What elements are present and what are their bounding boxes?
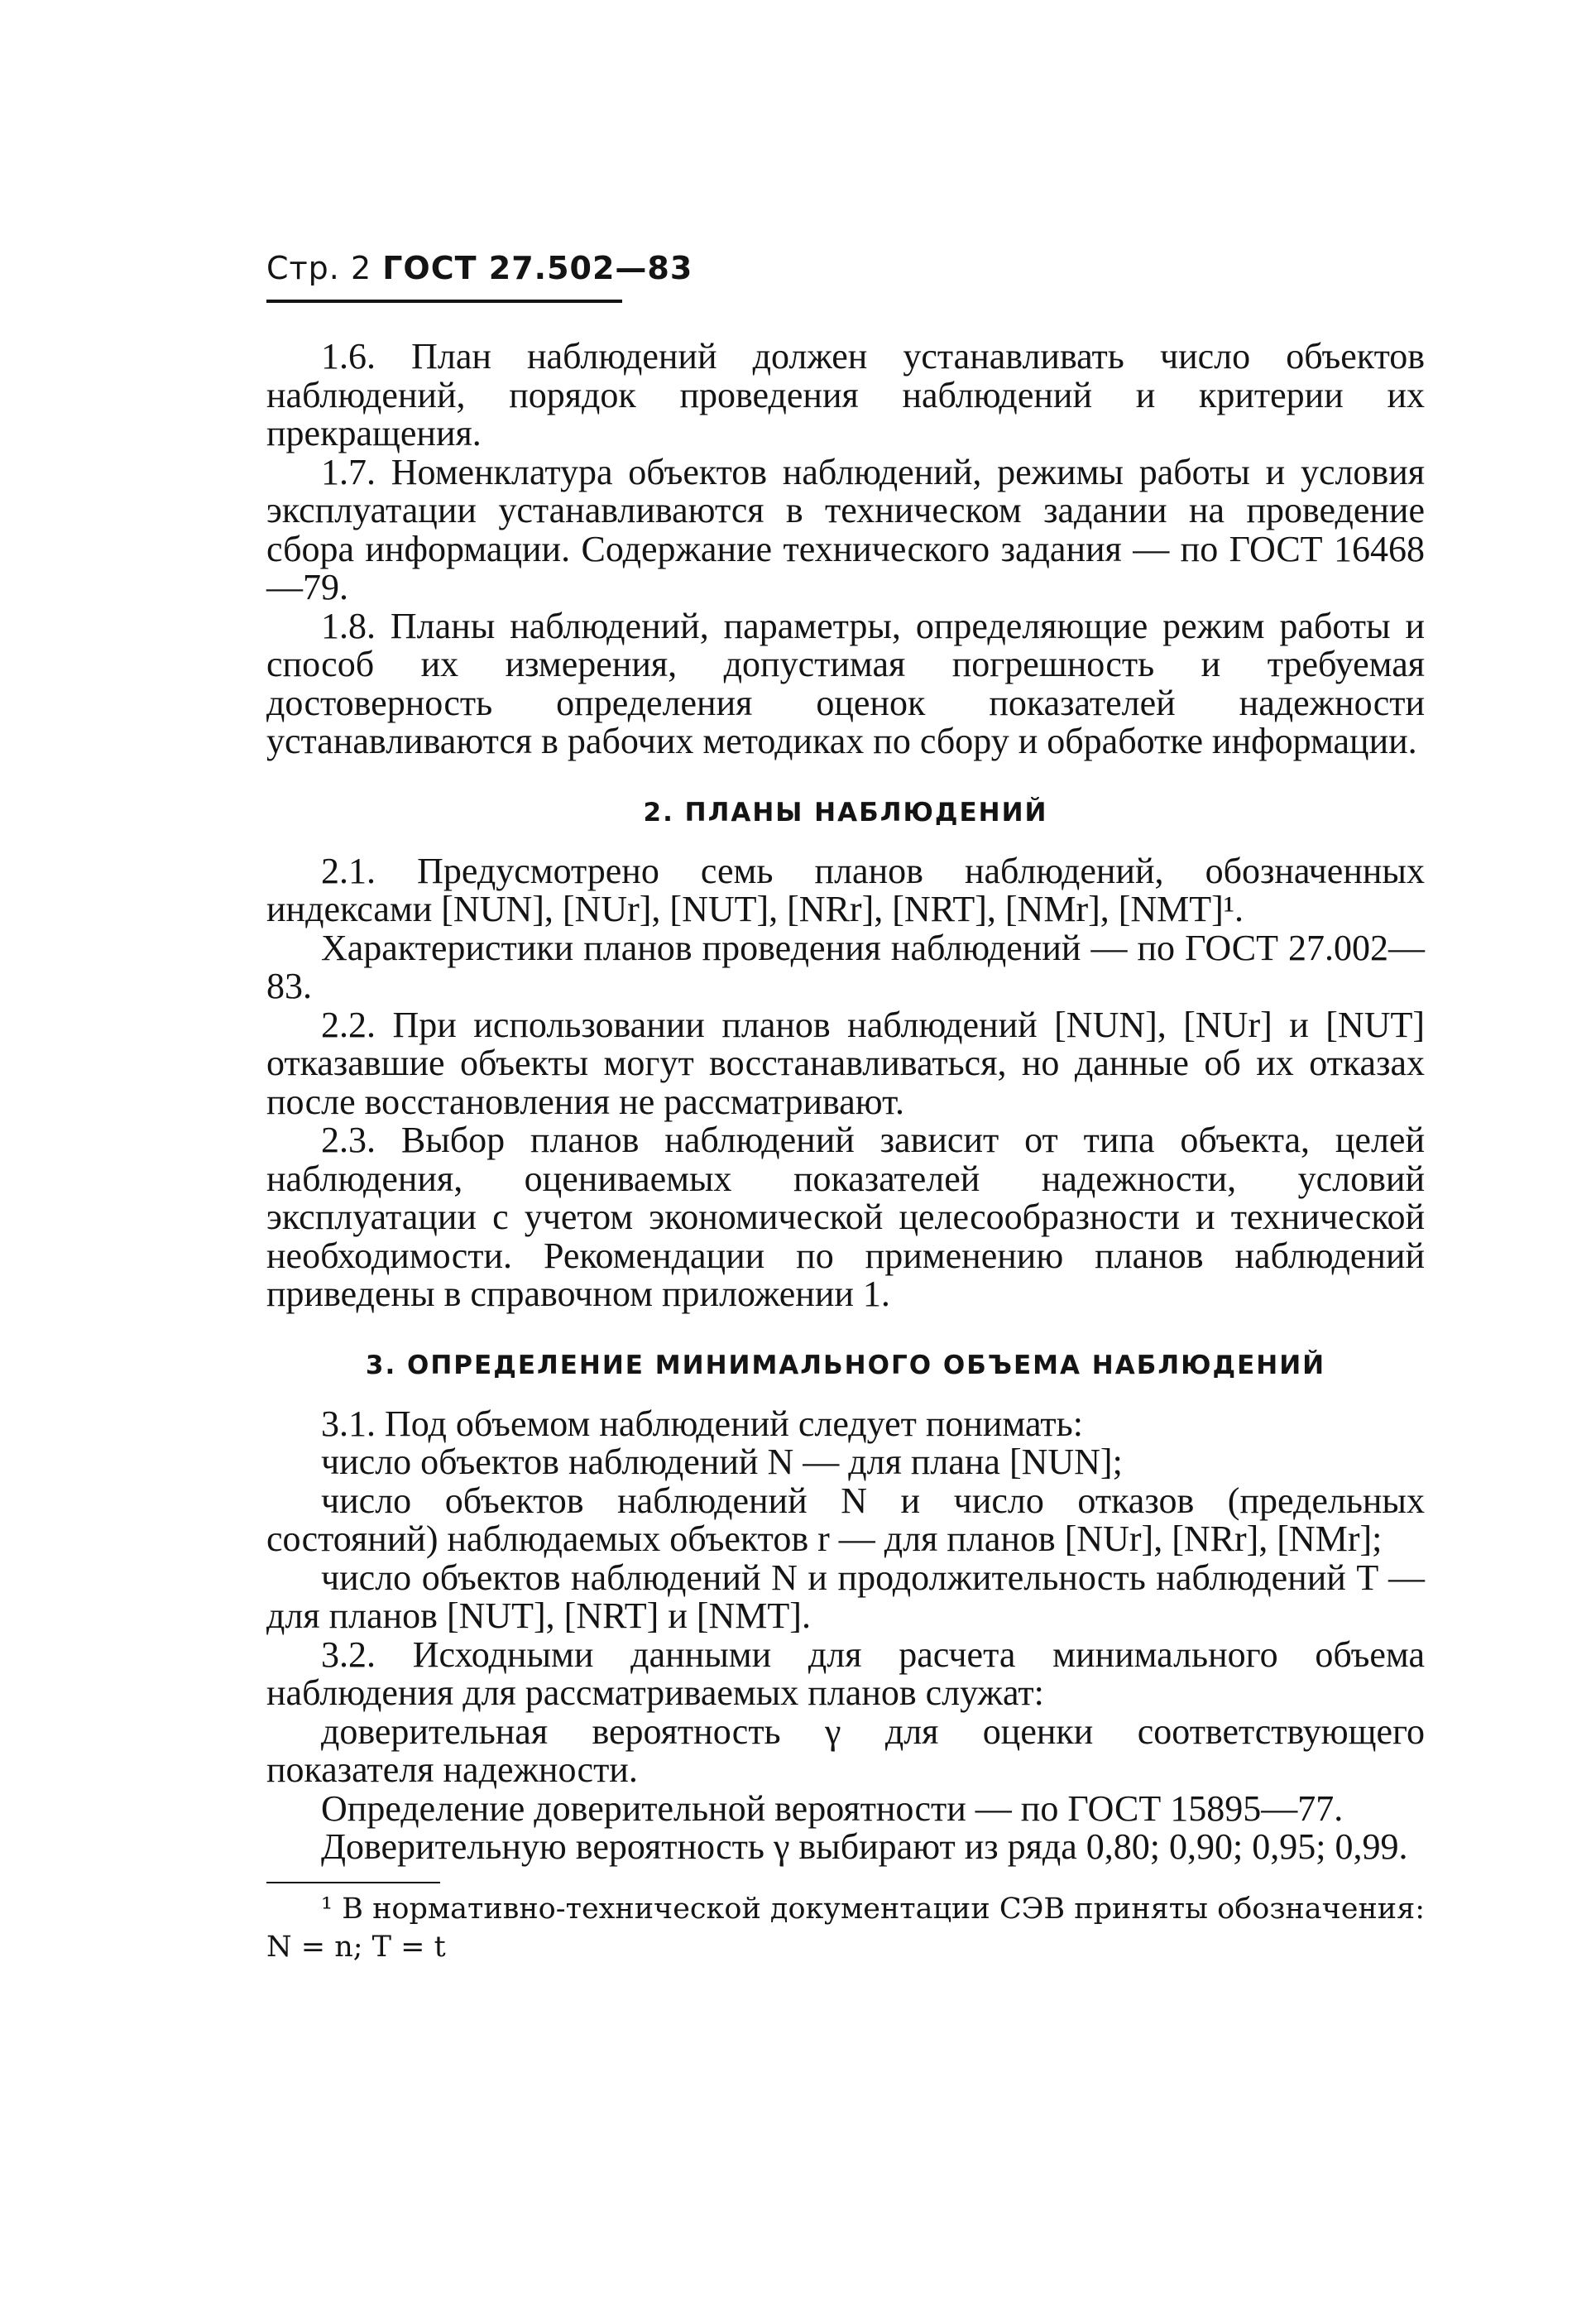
footnote-rule [266, 1882, 440, 1883]
document-body [266, 338, 1425, 1966]
clause-3-1: 3.1. Под объемом наблюдений следует понимать: [321, 1403, 1083, 1444]
clause-3-2-item-c: Доверительную вероятность γ выбирают из ряда 0,80; 0,90; 0,95; 0,99. [321, 1826, 1408, 1867]
page-label: Стр. 2 [266, 250, 372, 286]
clause-3-1-item-a: число объектов наблюдений N — для плана [NUN]; [321, 1442, 1123, 1482]
clause-3-2-item-a: доверительная вероятность γ для оценки соответствующего показателя надежности. [266, 1710, 1425, 1790]
clause-1-6: 1.6. План наблюдений должен устанавливать число объектов наблюдений, порядок проведения наблюдений и критерии их прекращения. [266, 336, 1425, 453]
clause-3-1-item-c: число объектов наблюдений N и продолжительность наблюдений T — для планов [NUT], [NRT] и [NMT]. [266, 1557, 1425, 1636]
standard-number: ГОСТ 27.502—83 [382, 250, 693, 286]
footnote: ¹ В нормативно-технической документации СЭВ приняты обозначения: N = n; T = t [266, 1892, 1425, 1964]
clause-2-1-characteristics: Характеристики планов проведения наблюдений — по ГОСТ 27.002—83. [266, 927, 1425, 1006]
page-header [266, 250, 693, 286]
clause-3-2: 3.2. Исходными данными для расчета минимального объема наблюдения для рассматриваемых планов служат: [266, 1634, 1425, 1713]
clause-2-1: 2.1. Предусмотрено семь планов наблюдений, обозначенных индексами [NUN], [NUr], [NUT], [NRr], [NRT], [NMr], [NMT]¹. [266, 850, 1425, 929]
header-rule [266, 300, 622, 303]
clause-1-7: 1.7. Номенклатура объектов наблюдений, режимы работы и условия эксплуатации устанавливаются в техническом задании на проведение сбора информации. Содержание технического задания — по ГОСТ 16468—79. [266, 451, 1425, 607]
clause-2-3: 2.3. Выбор планов наблюдений зависит от типа объекта, целей наблюдения, оцениваемых показателей надежности, условий эксплуатации с учетом экономической целесообразности и технической необходимости. Рекомендации по применению планов наблюдений приведены в справочном приложении 1. [266, 1120, 1425, 1314]
section-3-heading: 3. ОПРЕДЕЛЕНИЕ МИНИМАЛЬНОГО ОБЪЕМА НАБЛЮДЕНИЙ [365, 1350, 1326, 1380]
section-2-heading: 2. ПЛАНЫ НАБЛЮДЕНИЙ [643, 797, 1048, 828]
clause-2-2: 2.2. При использовании планов наблюдений [NUN], [NUr] и [NUT] отказавшие объекты могут восстанавливаться, но данные об их отказах после восстановления не рассматривают. [266, 1004, 1425, 1122]
clause-3-1-item-b: число объектов наблюдений N и число отказов (предельных состояний) наблюдаемых объектов r — для планов [NUr], [NRr], [NMr]; [266, 1480, 1425, 1559]
clause-3-2-item-b: Определение доверительной вероятности — по ГОСТ 15895—77. [321, 1787, 1344, 1829]
clause-1-8: 1.8. Планы наблюдений, параметры, определяющие режим работы и способ их измерения, допустимая погрешность и требуемая достоверность определения оценок показателей надежности устанавливаются в рабочих методиках по сбору и обработке информации. [266, 605, 1425, 761]
